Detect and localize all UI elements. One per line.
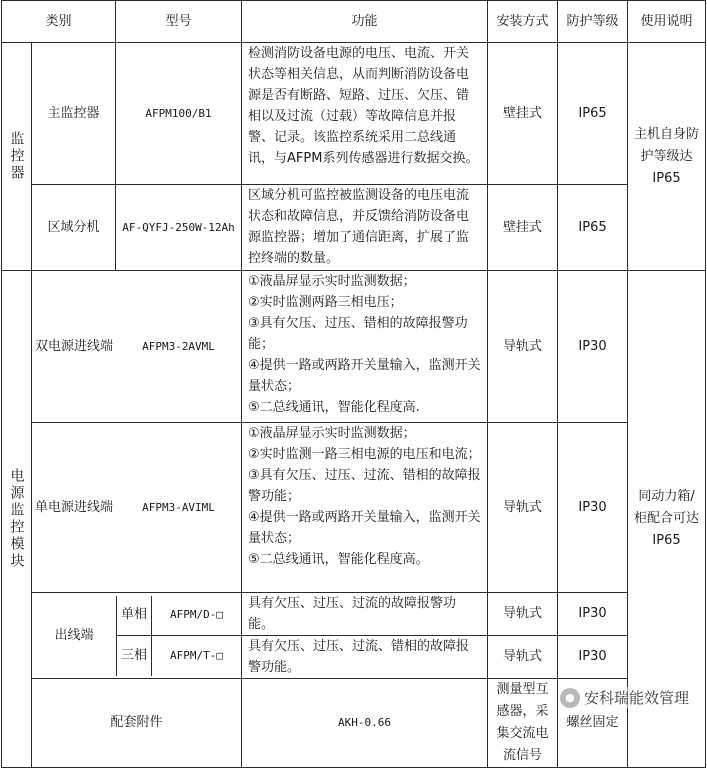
dual-name: 双电源进线端 [34, 338, 113, 354]
item-protection: IP30 [558, 423, 628, 593]
single-phase-label: 单相 [117, 596, 152, 636]
table-row [2, 271, 706, 423]
outlet-group [32, 593, 242, 679]
single-model: AFPM3-AVIML [142, 500, 215, 514]
three-phase-model: AFPM/T-□ [170, 648, 223, 662]
item-function: 具有欠压、过压、过流、错相的故障报警功能。 [242, 636, 488, 679]
item-protection: IP30 [558, 271, 628, 423]
item-function [242, 423, 488, 593]
item-install: 导轨式 [488, 593, 558, 636]
item-function [242, 271, 488, 423]
function-line: ③具有欠压、过压、错相的故障报警功能； [248, 316, 468, 352]
header-usage: 使用说明 [628, 1, 706, 43]
category-power: 电源监控模块 [2, 271, 32, 768]
wechat-icon: ● [560, 688, 580, 708]
item-function: 检测消防设备电源的电压、电流、开关状态等相关信息，从而判断消防设备电源是否有断路、短路、过压、欠压、错相以及过流（过载）等故障信息并报警、记录。该监控系统采用二总线通讯，与AFPM系列传感器进行数据交换。 [242, 43, 488, 185]
item-install: 导轨式 [488, 271, 558, 423]
item-protection: IP30 [558, 636, 628, 679]
item-model: AFPM100/B1 [116, 43, 242, 185]
table-row [2, 43, 706, 185]
accessory-name: 配套附件 [32, 679, 242, 768]
item-protection: IP30 [558, 593, 628, 636]
usage-power: 同动力箱/柜配合可达IP65 [628, 271, 706, 768]
single-phase-model: AFPM/D-□ [170, 608, 223, 622]
item-protection: IP65 [558, 43, 628, 185]
item-function: 具有欠压、过压、过流的故障报警功能。 [242, 593, 488, 636]
header-install: 安装方式 [488, 1, 558, 43]
dual-model: AFPM3-2AVML [142, 339, 215, 353]
item-install: 导轨式 [488, 423, 558, 593]
item-install: 壁挂式 [488, 185, 558, 271]
header-row [2, 1, 706, 43]
function-line: ①液晶屏显示实时监测数据； [248, 274, 416, 289]
accessory-model: AKH-0.66 [242, 679, 488, 768]
function-line: ⑤二总线通讯，智能化程度高. [248, 400, 420, 415]
item-install: 导轨式 [488, 636, 558, 679]
item-name: 区域分机 [32, 185, 116, 271]
category-monitor: 监控器 [2, 43, 32, 271]
item-name: 主监控器 [32, 43, 116, 185]
table-row [2, 593, 706, 636]
function-line: ②实时监测一路三相电源的电压和电流； [248, 447, 481, 462]
function-line: ③具有欠压、过压、过流、错相的故障报警功能； [248, 468, 481, 504]
header-function: 功能 [242, 1, 488, 43]
header-model: 型号 [116, 1, 242, 43]
function-line: ④提供一路或两路开关量输入，监测开关量状态； [248, 358, 481, 394]
accessory-install: 螺丝固定 [558, 679, 628, 768]
item-install: 壁挂式 [488, 43, 558, 185]
header-category: 类别 [2, 1, 116, 43]
single-name: 单电源进线端 [34, 499, 113, 515]
function-line: ①液晶屏显示实时监测数据； [248, 426, 416, 441]
watermark-text: 安科瑞能效管理 [583, 689, 689, 707]
item-model: AF-QYFJ-250W-12Ah [116, 185, 242, 271]
item-function: 区域分机可监控被监测设备的电压电流状态和故障信息，并反馈给消防设备电源监控器；增加了通信距离，扩展了监控终端的数量。 [242, 185, 488, 271]
item-name [32, 423, 242, 593]
header-protection: 防护等级 [558, 1, 628, 43]
table-row [2, 185, 706, 271]
three-phase-label: 三相 [117, 636, 152, 676]
accessory-function: 测量型互感器，采集交流电流信号 [488, 679, 558, 768]
function-line: ②实时监测两路三相电压； [248, 295, 403, 310]
product-spec-table [1, 0, 706, 768]
table-row [2, 423, 706, 593]
watermark [560, 687, 689, 708]
item-name [32, 271, 242, 423]
outlet-name: 出线端 [32, 596, 117, 676]
function-line: ⑤二总线通讯，智能化程度高。 [248, 552, 429, 567]
item-protection: IP65 [558, 185, 628, 271]
function-line: ④提供一路或两路开关量输入，监测开关量状态； [248, 510, 481, 546]
usage-monitor: 主机自身防护等级达IP65 [628, 43, 706, 271]
